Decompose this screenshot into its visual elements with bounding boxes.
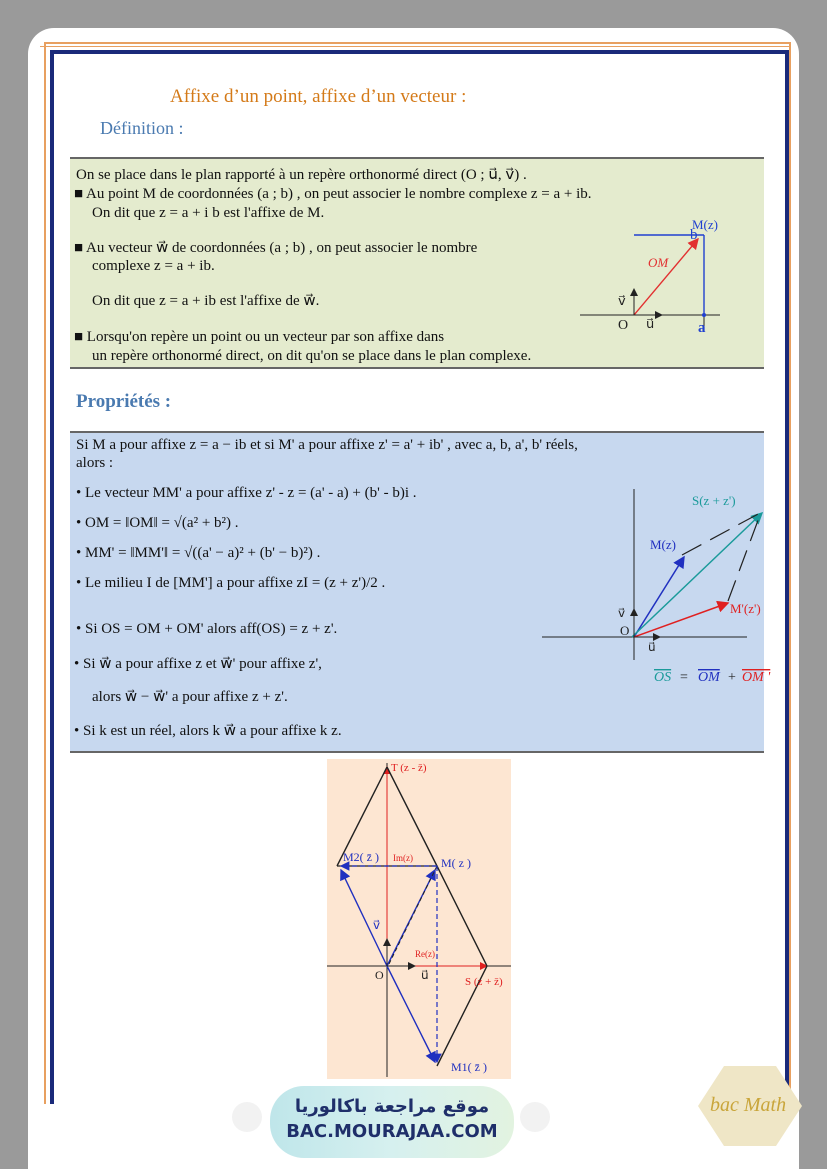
eq-OS: OS — [654, 670, 672, 685]
footer-banner[interactable] — [270, 1086, 514, 1158]
label-M: M(z) — [692, 217, 718, 232]
def-line-6: On dit que z = a + ib est l'affixe de w⃗. — [92, 293, 320, 309]
label-OM: OM — [648, 255, 669, 270]
footer-logo-left — [232, 1102, 262, 1132]
def-line-3: On dit que z = a + i b est l'affixe de M. — [92, 205, 325, 221]
label-M: M(z) — [650, 537, 676, 552]
label-v: v⃗ — [373, 918, 381, 932]
label-Re: Re(z) — [415, 949, 435, 959]
bac-math-text: bac Math — [710, 1094, 787, 1116]
label-S: S(z + z') — [692, 493, 736, 508]
eq-equals: = — [680, 670, 688, 685]
label-O: O — [620, 623, 630, 638]
conjugate-figure — [327, 759, 511, 1079]
def-line-4: ■ Au vecteur w⃗ de coordonnées (a ; b) , on peut associer le nombre — [74, 240, 478, 256]
properties-box — [70, 431, 771, 753]
prop-line-1: • Le vecteur MM' a pour affixe z' - z = (a' - a) + (b' - b)i . — [76, 485, 417, 501]
prop-intro-1: Si M a pour affixe z = a − ib et si M' a pour affixe z' = a' + ib' , avec a, b, a', b' réels, — [76, 437, 578, 453]
prop-intro-2: alors : — [76, 455, 114, 471]
prop-line-5: • Si OS = OM + OM' alors aff(OS) = z + z'. — [76, 621, 338, 637]
label-a: a — [698, 320, 706, 336]
def-line-8: un repère orthonormé direct, on dit qu'on se place dans le plan complexe. — [92, 348, 532, 364]
conjugate-figure-bg — [327, 759, 511, 1079]
footer-url[interactable]: BAC.MOURAJAA.COM — [286, 1121, 498, 1142]
label-b: b — [690, 227, 698, 243]
vector-OS — [632, 513, 762, 637]
label-v: v⃗ — [618, 293, 626, 308]
parallel-1 — [682, 513, 760, 555]
label-T: T (z - z̄) — [391, 762, 427, 774]
label-O: O — [375, 968, 384, 982]
vector-OM — [634, 557, 684, 637]
def-line-1: On se place dans le plan rapporté à un repère orthonormé direct (O ; u⃗, v⃗) . — [76, 167, 527, 183]
label-v: v⃗ — [618, 606, 626, 620]
eq-OM: OM — [698, 670, 720, 685]
definition-box — [70, 157, 764, 369]
vector-OMp — [634, 603, 728, 637]
label-u: u⃗ — [648, 640, 656, 654]
footer-arabic: موقع مراجعة باكالوريا — [294, 1096, 490, 1117]
prop-line-2: • OM = ‖OM‖ = √(a² + b²) . — [76, 515, 239, 531]
label-u: u⃗ — [421, 968, 429, 982]
eq-OMp: OM ' — [742, 670, 771, 685]
label-u: u⃗ — [646, 316, 655, 331]
prop-line-8: • Si k est un réel, alors k w⃗ a pour affixe k z. — [74, 723, 342, 739]
label-M1: M1( z̄ ) — [451, 1060, 487, 1074]
prop-line-4: • Le milieu I de [MM'] a pour affixe zI = (z + z')/2 . — [76, 575, 386, 591]
properties-label: Propriétés : — [76, 391, 172, 412]
def-line-2: ■ Au point M de coordonnées (a ; b) , on peut associer le nombre complexe z = a + ib. — [74, 186, 592, 202]
label-Im: Im(z) — [393, 853, 413, 863]
prop-line-7: alors w⃗ − w⃗' a pour affixe z + z'. — [92, 689, 288, 705]
label-M: M( z ) — [441, 856, 471, 870]
label-M2: M2( z̄ ) — [343, 850, 379, 864]
label-S: S (z + z̄) — [465, 976, 503, 988]
definition-label: Définition : — [100, 118, 184, 138]
footer-logo-right — [520, 1102, 550, 1132]
label-Mp: M'(z') — [730, 601, 761, 616]
def-line-5: complexe z = a + ib. — [92, 258, 215, 274]
parallel-2 — [728, 515, 760, 601]
affix-figure — [570, 215, 730, 355]
sum-figure — [532, 485, 771, 695]
page-title: Affixe d’un point, affixe d’un vecteur : — [170, 86, 467, 107]
def-line-7: ■ Lorsqu'on repère un point ou un vecteur par son affixe dans — [74, 329, 445, 345]
label-O: O — [618, 318, 629, 333]
eq-plus: + — [728, 670, 736, 685]
prop-line-3: • MM' = ‖MM'‖ = √((a' − a)² + (b' − b)²) . — [76, 545, 321, 561]
prop-line-6: • Si w⃗ a pour affixe z et w⃗' pour affixe z', — [74, 656, 322, 672]
vector-OM — [634, 239, 698, 315]
